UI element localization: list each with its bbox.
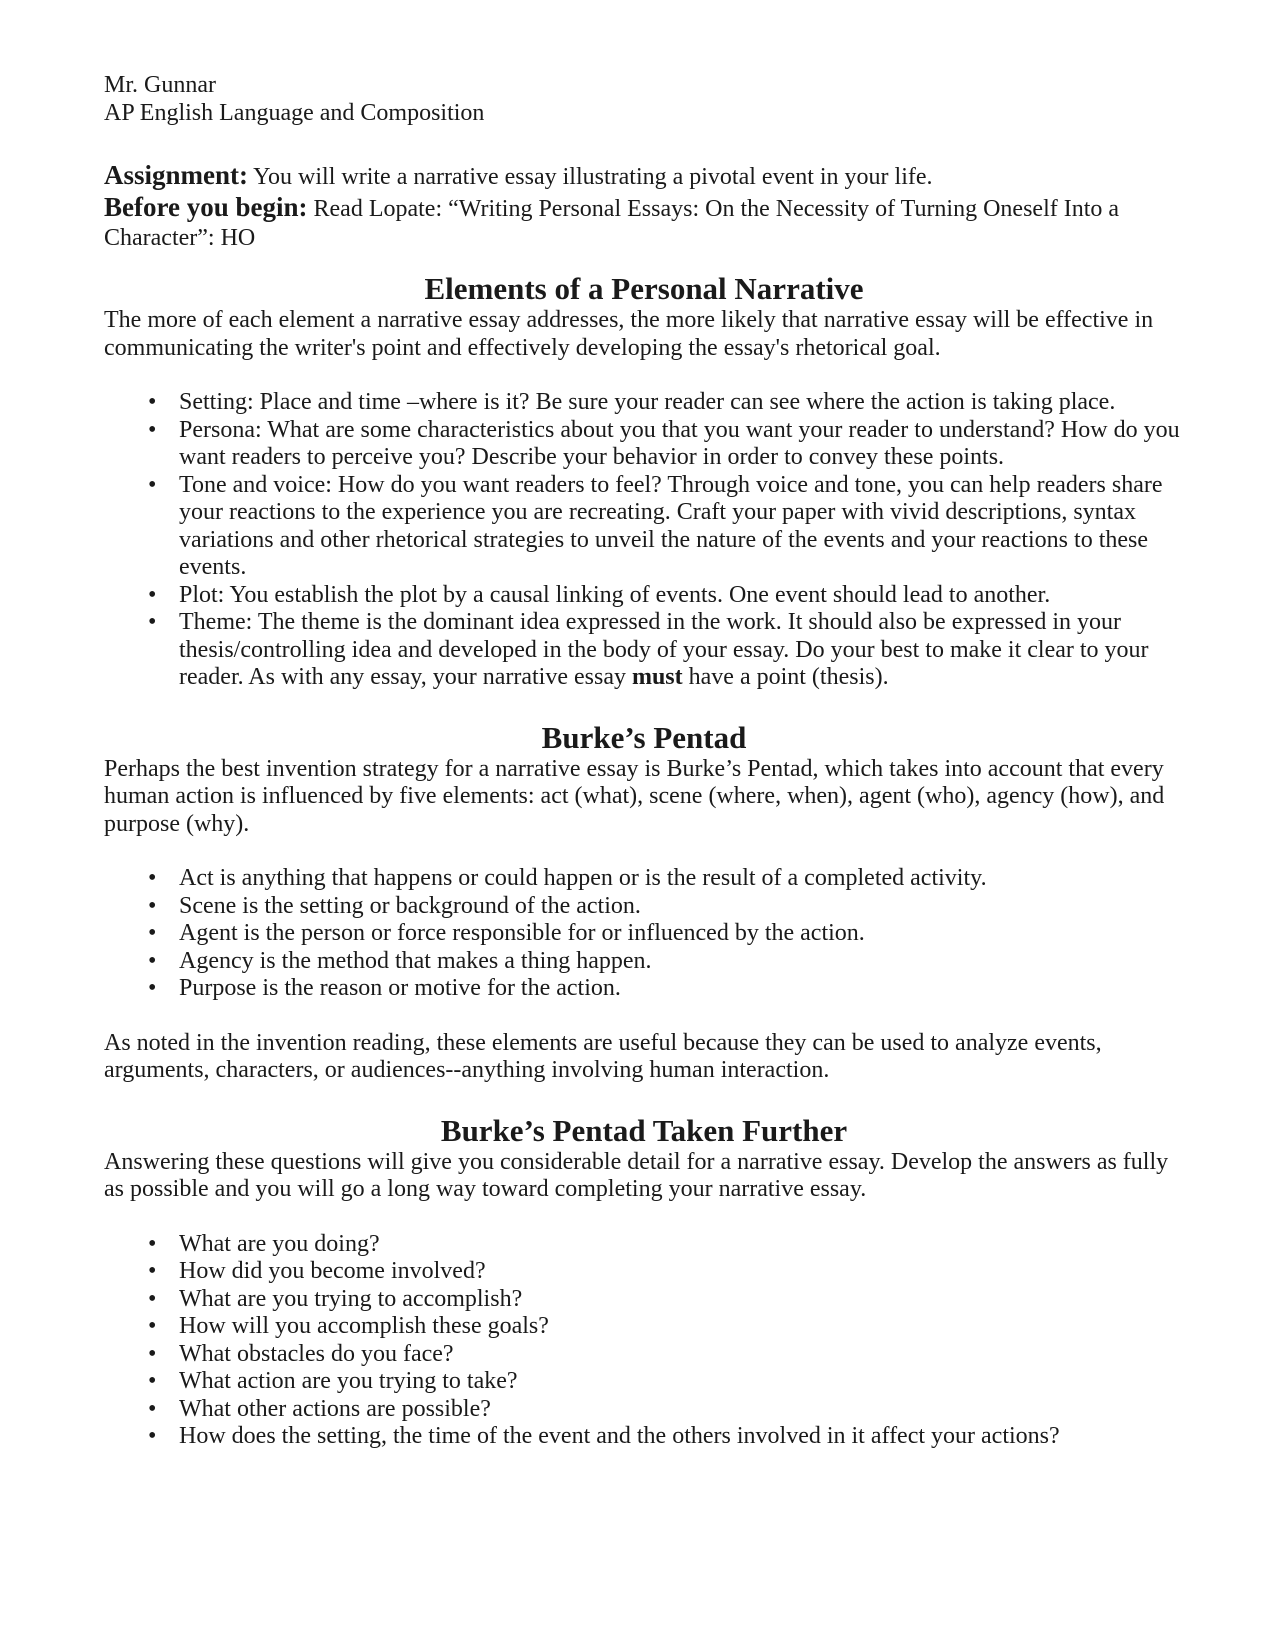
bullet-icon: •: [148, 920, 157, 946]
before-text: Read Lopate: “Writing Personal Essays: On the Necessity of Turning Oneself Into a Character”: HO: [104, 196, 1120, 251]
spacer: [104, 1204, 1184, 1231]
spacer: [104, 838, 1184, 865]
pentad-list: [104, 865, 1184, 1003]
spacer: [104, 1085, 1184, 1113]
list-item: • What obstacles do you face?: [148, 1340, 454, 1367]
bullet-icon: •: [148, 1423, 157, 1449]
list-item: • Act is anything that happens or could happen or is the result of a completed activity.: [148, 865, 987, 891]
bullet-icon: •: [148, 1285, 157, 1312]
further-list: [104, 1231, 1184, 1451]
bullet-icon: •: [148, 389, 157, 415]
list-item: • How did you become involved?: [148, 1258, 486, 1284]
spacer: [104, 127, 1184, 159]
bullet-icon: •: [148, 471, 157, 498]
list-item: • Plot: You establish the plot by a causal linking of events. One event should lead to another.: [148, 581, 1051, 608]
pentad-intro: Perhaps the best invention strategy for a narrative essay is Burke’s Pentad, which takes into account that every human action is influenced by five elements: act (what), scene (where, when), agent (who), agency (how), and purpose (why).: [104, 755, 1165, 837]
bullet-icon: •: [148, 1313, 157, 1339]
list-item: • Tone and voice: How do you want readers to feel? Through voice and tone, you can help readers share your reactions to the experience you are recreating. Craft your paper with vivid descriptions, syntax variations and other rhetorical strategies to unveil the nature of the events and your reactions to these events.: [148, 471, 1163, 580]
document-page: [104, 72, 1184, 1451]
list-item: • Scene is the setting or background of the action.: [148, 892, 641, 919]
elements-heading: Elements of a Personal Narrative: [424, 271, 864, 306]
emphasis-must: must: [631, 664, 683, 690]
list-item: • How does the setting, the time of the event and the others involved in it affect your actions?: [148, 1423, 1060, 1449]
bullet-icon: •: [148, 865, 157, 891]
elements-list: [104, 389, 1184, 692]
list-item: • Agent is the person or force responsible for or influenced by the action.: [148, 920, 865, 946]
list-item: • What are you doing?: [148, 1230, 380, 1257]
list-item: • What are you trying to accomplish?: [148, 1285, 523, 1312]
bullet-icon: •: [148, 1368, 157, 1394]
teacher-name: Mr. Gunnar: [104, 72, 216, 98]
spacer: [104, 253, 1184, 271]
bullet-icon: •: [148, 1395, 157, 1422]
assignment-line: [104, 159, 1184, 193]
list-item: • Purpose is the reason or motive for the action.: [148, 975, 621, 1001]
bullet-icon: •: [148, 947, 157, 974]
list-item: • Agency is the method that makes a thing happen.: [148, 947, 652, 974]
bullet-icon: •: [148, 1340, 157, 1367]
course-name: AP English Language and Composition: [104, 99, 485, 126]
list-item: • Theme: The theme is the dominant idea expressed in the work. It should also be expressed in your thesis/controlling idea and developed in the body of your essay. Do your best to make it clear to your reader. As with any essay, your narrative essay must have a point (thesis).: [148, 609, 1149, 690]
bullet-icon: •: [148, 975, 157, 1001]
elements-intro: The more of each element a narrative essay addresses, the more likely that narrative essay will be effective in communicating the writer's point and effectively developing the essay's rhetorical goal.: [104, 307, 1154, 361]
pentad-outro: As noted in the invention reading, these elements are useful because they can be used to analyze events, arguments, characters, or audiences--anything involving human interaction.: [104, 1029, 1102, 1083]
before-you-begin-line: [104, 193, 1184, 253]
spacer: [104, 362, 1184, 389]
assignment-text: You will write a narrative essay illustrating a pivotal event in your life.: [253, 164, 933, 190]
bullet-icon: •: [148, 1258, 157, 1284]
list-item: • Persona: What are some characteristics about you that you want your reader to understand? How do you want readers to perceive you? Describe your behavior in order to convey these points.: [148, 416, 1180, 470]
bullet-icon: •: [148, 416, 157, 443]
before-label: Before you begin:: [104, 192, 308, 222]
bullet-icon: •: [148, 581, 157, 608]
pentad-heading: Burke’s Pentad: [541, 719, 747, 755]
further-intro: Answering these questions will give you considerable detail for a narrative essay. Develop the answers as fully as possible and you will go a long way toward completing your narrative essay.: [104, 1148, 1169, 1202]
bullet-icon: •: [148, 1230, 157, 1257]
list-item: • What action are you trying to take?: [148, 1368, 518, 1394]
list-item: • How will you accomplish these goals?: [148, 1313, 549, 1339]
spacer: [104, 692, 1184, 720]
list-item: • What other actions are possible?: [148, 1395, 491, 1422]
assignment-label: Assignment:: [104, 160, 249, 190]
further-heading: Burke’s Pentad Taken Further: [440, 1112, 848, 1148]
bullet-icon: •: [148, 609, 157, 635]
bullet-icon: •: [148, 892, 157, 919]
list-item: • Setting: Place and time –where is it? Be sure your reader can see where the action is taking place.: [148, 389, 1116, 415]
spacer: [104, 1003, 1184, 1030]
